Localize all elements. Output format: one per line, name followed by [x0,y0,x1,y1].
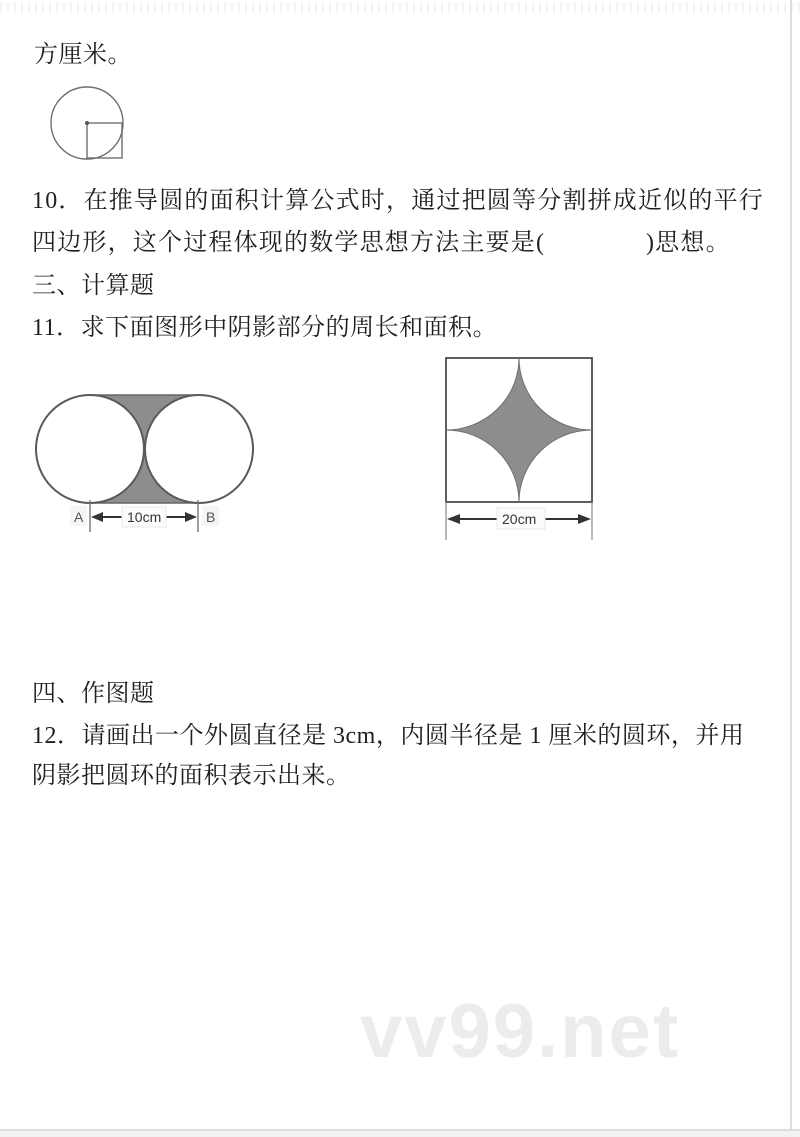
question-10-line-2: 四边形，这个过程体现的数学思想方法主要是( )思想。 [32,230,731,256]
section-4-heading: 四、作图题 [32,681,155,707]
tangent-circles-figure [30,390,260,540]
star-in-square-figure [440,350,605,545]
left-arrowhead-icon [91,512,103,522]
point-a-label: A [74,509,84,525]
page-top-perforation-edge [0,2,800,13]
right-arrowhead-icon [578,514,591,524]
dimension-10cm-label: 10cm [127,509,162,525]
corner-square [87,123,122,158]
right-circle [145,395,253,503]
question-11-text: 11．求下面图形中阴影部分的周长和面积。 [32,315,498,341]
intro-tail-text: 方厘米。 [34,42,132,68]
question-12-line-1: 12．请画出一个外圆直径是 3cm，内圆半径是 1 厘米的圆环，并用 [32,723,745,749]
left-circle [36,395,144,503]
dimension-20cm-label: 20cm [502,511,537,527]
question-12-line-2: 阴影把圆环的面积表示出来。 [32,763,351,789]
page-bottom-band [0,1131,800,1137]
page-right-edge [790,0,792,1130]
left-arrowhead-icon [447,514,460,524]
circle-with-corner-square-figure [45,83,140,178]
question-10-line-1: 10．在推导圆的面积计算公式时，通过把圆等分割拼成近似的平行 [32,188,764,214]
right-arrowhead-icon [185,512,197,522]
point-b-label: B [206,509,216,525]
circle-center-dot [85,121,89,125]
section-3-heading: 三、计算题 [32,273,155,299]
watermark: vv99.net [360,989,681,1074]
